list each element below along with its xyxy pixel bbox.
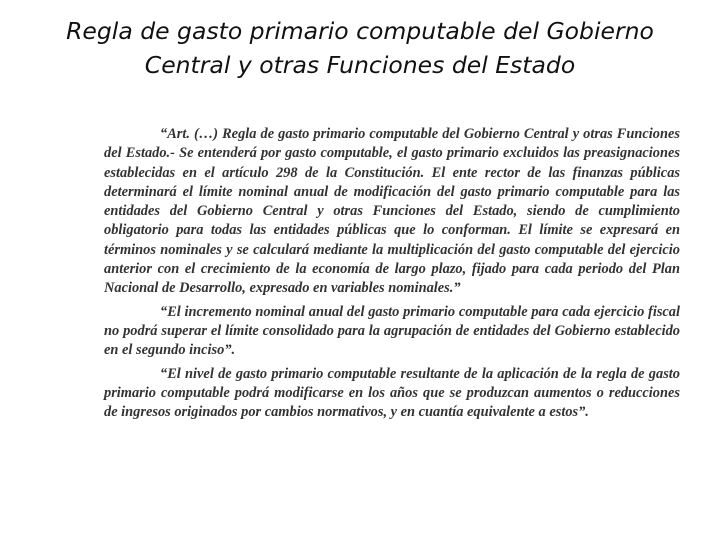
slide-title	[40, 14, 680, 82]
slide-title-line-1: Regla de gasto primario computable del Gobierno	[66, 17, 654, 45]
article-paragraph-3: “El nivel de gasto primario computable resultante de la aplicación de la regla de gasto primario computable podrá modificarse en los años que se produzcan aumentos o reducciones de ingresos originados por cambios normativos, y en cuantía equivalente a estos”.	[104, 365, 680, 421]
article-paragraph-1: “Art. (…) Regla de gasto primario computable del Gobierno Central y otras Funciones del Estado.- Se entenderá por gasto computable, el gasto primario excluidos las preasignaciones establecidas en el artículo 298 de la Constitución. El ente rector de las finanzas públicas determinará el límite nominal anual de modificación del gasto primario computable para las entidades del Gobierno Central y otras Funciones del Estado, siendo de cumplimiento obligatorio para todas las entidades públicas que lo conforman. El límite se expresará en términos nominales y se calculará mediante la multiplicación del gasto computable del ejercicio anterior con el crecimiento de la economía de largo plazo, fijado para cada periodo del Plan Nacional de Desarrollo, expresado en variables nominales.”	[104, 126, 680, 297]
quoted-article-text	[104, 125, 680, 426]
slide-title-line-2: Central y otras Funciones del Estado	[144, 51, 576, 79]
article-paragraph-2: “El incremento nominal anual del gasto primario computable para cada ejercicio fiscal no podrá superar el límite consolidado para la agrupación de entidades del Gobierno establecido en el segundo inciso”.	[104, 303, 680, 359]
